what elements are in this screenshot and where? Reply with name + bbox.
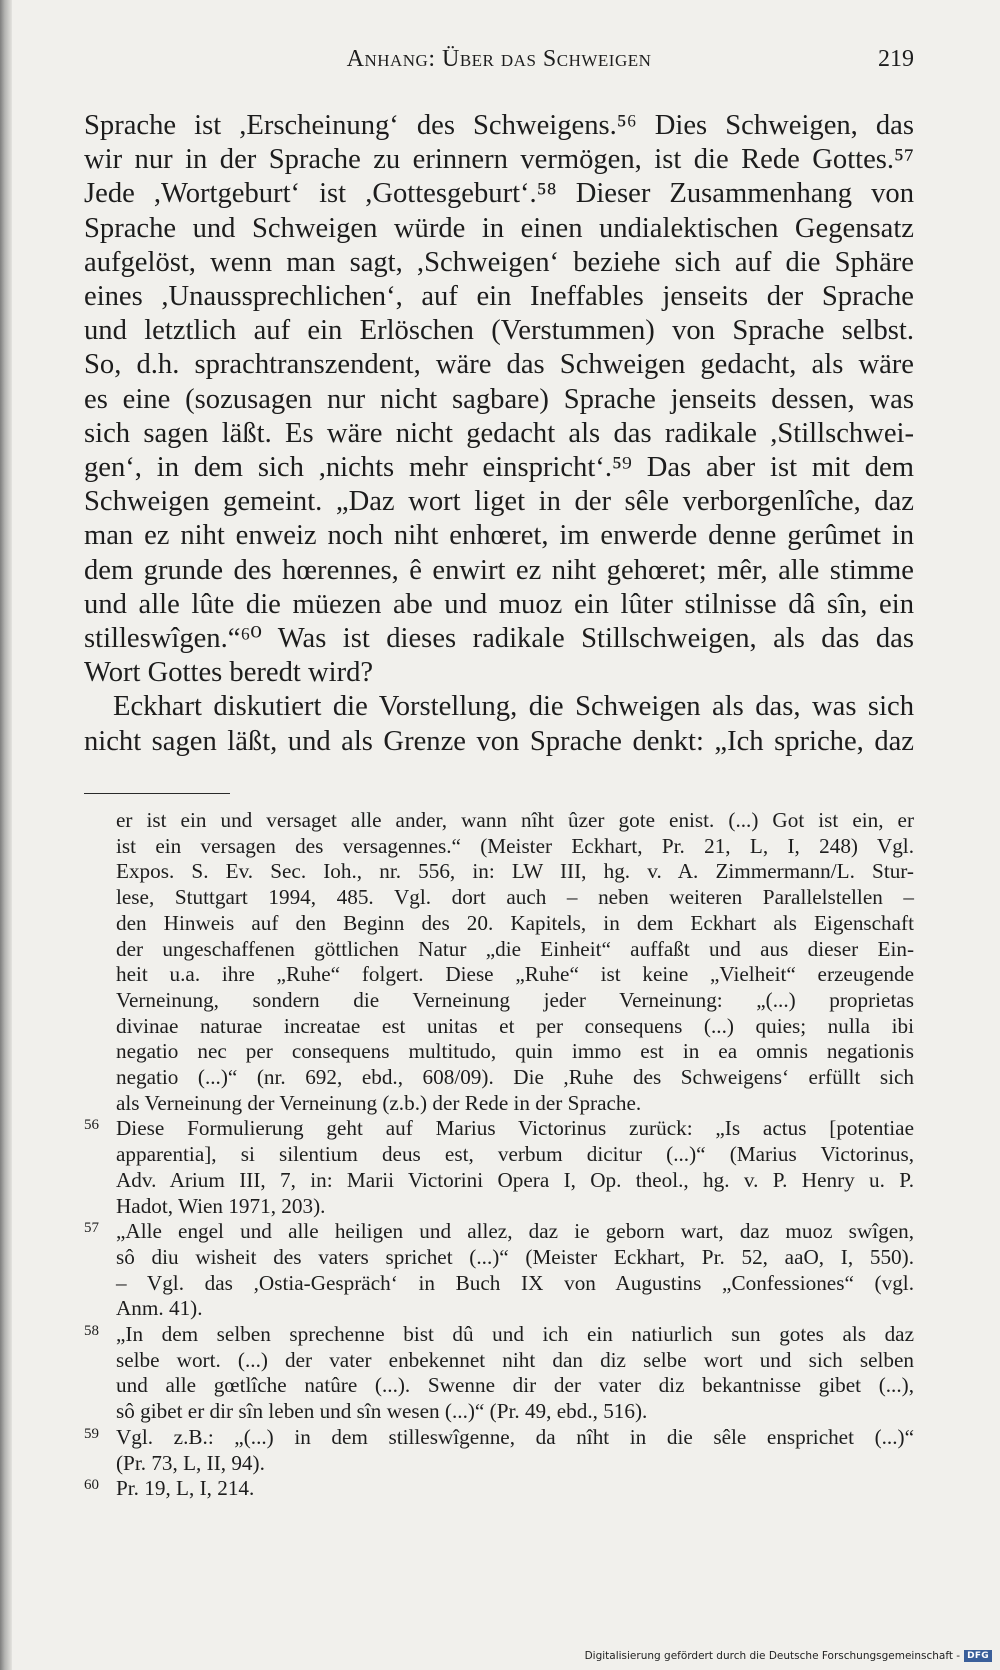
footnote-line: „In dem selben sprechenne bist dû und ich ein natiurlich sun gotes als daz	[116, 1322, 914, 1347]
paragraph-1	[84, 109, 914, 690]
footnote-line: Diese Formulierung geht auf Marius Victorinus zurück: „Is actus [potentiae	[116, 1116, 914, 1141]
footnote-line: sô diu wisheit des vaters sprichet (...)“ (Meister Eckhart, Pr. 52, aaO, I, 550).	[116, 1244, 914, 1269]
text-line: nicht sagen läßt, und als Grenze von Sprache denkt: „Ich spriche, daz	[84, 725, 914, 757]
footnote-line: (Pr. 73, L, II, 94).	[116, 1450, 265, 1475]
footnote-line: lese, Stuttgart 1994, 485. Vgl. dort auch – neben weiteren Parallelstellen –	[116, 885, 914, 910]
footnote-line: „Alle engel und alle heiligen und allez, daz ie geborn wart, daz muoz swîgen,	[116, 1219, 914, 1244]
footnote-continued	[84, 808, 914, 1116]
text-line: aufgelöst, wenn man sagt, ,Schweigen‘ beziehe sich auf die Sphäre	[84, 246, 914, 278]
running-title: Anhang: Über das Schweigen	[346, 46, 652, 72]
footnote-number: 58	[84, 1323, 99, 1340]
footnote-rule	[84, 793, 230, 794]
credit-text: Digitalisierung gefördert durch die Deutsche Forschungsgemeinschaft -	[584, 1650, 961, 1662]
footnote-number: 59	[84, 1425, 99, 1442]
footnote-line: ist ein versagen des versagennes.“ (Meister Eckhart, Pr. 21, L, I, 248) Vgl.	[116, 833, 914, 858]
text-line: Eckhart diskutiert die Vorstellung, die Schweigen als das, was sich	[113, 691, 914, 723]
text-line: und alle lûte die müezen abe und muoz ein lûter stilnisse dâ sîn, ein	[84, 588, 914, 620]
footnote-number: 56	[84, 1117, 99, 1134]
footnote-line: sô gibet er dir sîn leben und sîn wesen (...)“ (Pr. 49, ebd., 516).	[116, 1399, 648, 1424]
footnotes	[84, 808, 914, 1502]
footnote-59	[84, 1425, 914, 1476]
footnote-line: Expos. S. Ev. Sec. Ioh., nr. 556, in: LW III, hg. v. A. Zimmermann/L. Stur-	[116, 859, 914, 884]
footnote-line: und alle gœtlîche natûre (...). Swenne dir der vater diz bekantnisse gibet (...),	[116, 1373, 914, 1398]
page-number: 219	[878, 46, 914, 72]
footnote-line: Vgl. z.B.: „(...) in dem stilleswîgenne, da nîht in die sêle ensprichet (...)“	[116, 1424, 914, 1449]
footnote-56	[84, 1116, 914, 1219]
footnote-line: als Verneinung der Verneinung (z.b.) der Rede in der Sprache.	[116, 1090, 642, 1115]
footnote-line: Verneinung, sondern die Verneinung jeder Verneinung: „(...) proprietas	[116, 987, 914, 1012]
footnote-line: Anm. 41).	[116, 1296, 203, 1321]
text-line: dem grunde des hœrennes, ê enwirt ez niht gehœret; mêr, alle stimme	[84, 554, 914, 586]
text-line: Wort Gottes beredt wird?	[84, 657, 374, 689]
text-line: gen‘, in dem sich ,nichts mehr einspricht‘.⁵⁹ Das aber ist mit dem	[84, 452, 914, 484]
footnote-line: Hadot, Wien 1971, 203).	[116, 1193, 326, 1218]
paragraph-2	[84, 690, 914, 758]
footnote-57	[84, 1219, 914, 1322]
footnote-line: Pr. 19, L, I, 214.	[116, 1476, 255, 1501]
text-line: es eine (sozusagen nur nicht sagbare) Sprache jenseits dessen, was	[84, 383, 914, 415]
footnote-line: heit u.a. ihre „Ruhe“ folgert. Diese „Ruhe“ ist keine „Vielheit“ erzeugende	[116, 962, 914, 987]
footnote-line: – Vgl. das ,Ostia-Gespräch‘ in Buch IX von Augustins „Confessiones“ (vgl.	[116, 1270, 914, 1295]
text-line: und letztlich auf ein Erlöschen (Verstummen) von Sprache selbst.	[84, 315, 914, 347]
text-line: So, d.h. sprachtranszendent, wäre das Schweigen gedacht, als wäre	[84, 349, 914, 381]
footnote-line: Adv. Arium III, 7, in: Marii Victorini Opera I, Op. theol., hg. v. P. Henry u. P.	[116, 1167, 914, 1192]
footnote-line: den Hinweis auf den Beginn des 20. Kapitels, in dem Eckhart als Eigenschaft	[116, 910, 914, 935]
text-line: Sprache und Schweigen würde in einen undialektischen Gegensatz	[84, 212, 914, 244]
text-line: sich sagen läßt. Es wäre nicht gedacht als das radikale ,Stillschwei-	[84, 417, 914, 449]
text-line: stilleswîgen.“⁶⁰ Was ist dieses radikale Stillschweigen, als das das	[84, 623, 914, 655]
footnote-line: divinae naturae increatae est unitas et per consequens (...) quies; nulla ibi	[116, 1013, 914, 1038]
book-spine-shadow	[0, 0, 12, 1670]
footnote-line: selbe wort. (...) der vater enbekennet niht dan diz selbe wort und sich selben	[116, 1347, 914, 1372]
dfg-logo-icon: DFG	[964, 1650, 992, 1662]
footnote-60	[84, 1476, 914, 1502]
page-header	[84, 46, 914, 78]
main-text	[84, 109, 914, 759]
text-line: Schweigen gemeint. „Daz wort liget in der sêle verborgenlîche, daz	[84, 486, 914, 518]
footnote-line: negatio (...)“ (nr. 692, ebd., 608/09). Die ,Ruhe des Schweigens‘ erfüllt sich	[116, 1065, 914, 1090]
text-line: wir nur in der Sprache zu erinnern vermögen, ist die Rede Gottes.⁵⁷	[84, 144, 914, 176]
footnote-number: 60	[84, 1477, 99, 1494]
digitization-credit	[585, 1650, 992, 1662]
footnote-58	[84, 1322, 914, 1425]
footnote-number: 57	[84, 1220, 99, 1237]
footnote-line: negatio nec per consequens multitudo, quin immo est in ea omnis negationis	[116, 1039, 914, 1064]
footnote-line: er ist ein und versaget alle ander, wann nîht ûzer gote enist. (...) Got ist ein, er	[116, 808, 914, 832]
footnote-line: apparentia], si silentium deus est, verbum dicitur (...)“ (Marius Victorinus,	[116, 1142, 914, 1167]
footnote-line: der ungeschaffenen göttlichen Natur „die Einheit“ auffaßt und aus dieser Ein-	[116, 936, 914, 961]
text-line: Jede ,Wortgeburt‘ ist ,Gottesgeburt‘.⁵⁸ Dieser Zusammenhang von	[84, 178, 914, 210]
text-line: man ez niht enweiz noch niht enhœret, im enwerde denne gerûmet in	[84, 520, 914, 552]
text-line: eines ,Unaussprechlichen‘, auf ein Ineffables jenseits der Sprache	[84, 281, 914, 313]
text-line: Sprache ist ,Erscheinung‘ des Schweigens.⁵⁶ Dies Schweigen, das	[84, 110, 914, 141]
